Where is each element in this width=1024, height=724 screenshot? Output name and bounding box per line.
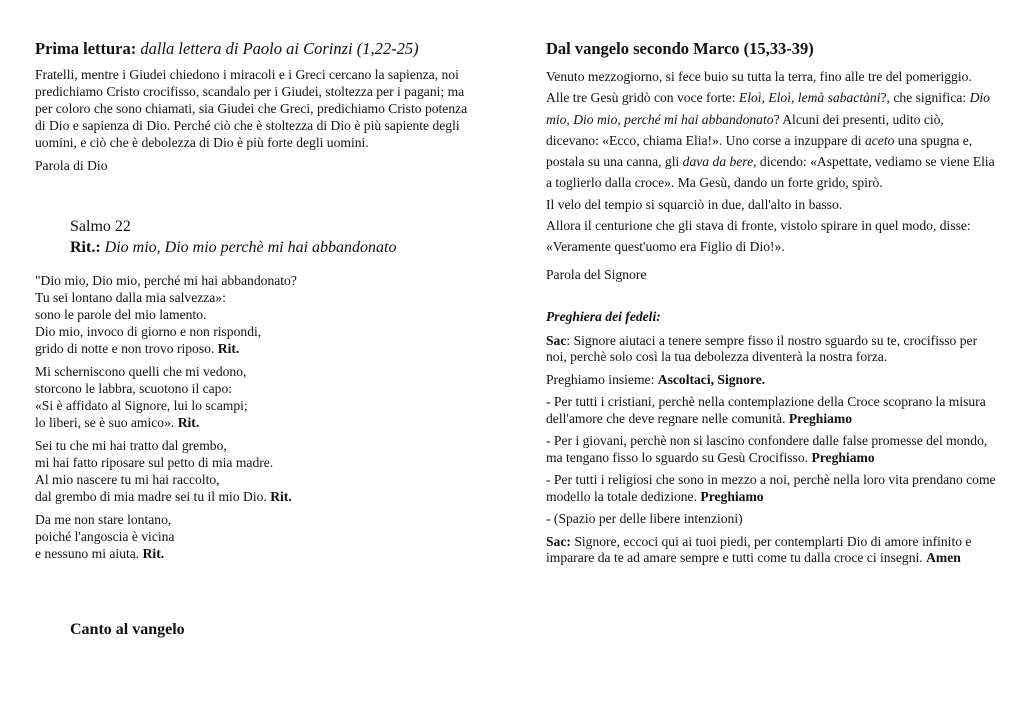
vangelo-paragraph: Allora il centurione che gli stava di fronte, vistolo spirare in quel modo, disse: «Veramente quest'uomo era Figlio di Dio!». xyxy=(546,218,971,255)
intenzione-response: Preghiamo xyxy=(788,410,853,426)
strofa xyxy=(35,363,475,431)
intenzione xyxy=(546,472,996,505)
strofa xyxy=(35,272,475,357)
salmo-rit xyxy=(70,237,396,258)
vangelo-text: Venuto mezzogiorno, si fece buio su tutta la terra, fino alle tre del pomeriggio. Alle tre Gesù gridò con voce forte: xyxy=(546,69,972,106)
vangelo-text: ?, che significa: xyxy=(880,90,970,106)
intenzione-text: - Per i giovani, perchè non si lascino confondere dalle false promesse del mondo, ma tengano fisso lo sguardo su Gesù Crocifisso. xyxy=(546,433,988,465)
salmo-title: Salmo 22 xyxy=(70,218,131,235)
strofa-text: Mi scherniscono quelli che mi vedono, storcono le labbra, scuotono il capo: «Si è affidato al Signore, lui lo scampi; lo liberi, se è suo amico». xyxy=(35,364,248,430)
intenzione-response: Preghiamo xyxy=(811,449,875,465)
lettura-text: Fratelli, mentre i Giudei chiedono i miracoli e i Greci cercano la sapienza, noi predichiamo Cristo crocifisso, scandalo per i Giudei, stoltezza per i pagani; ma per coloro che sono chiamati, sia Giudei che Greci, predichiamo Cristo potenza di Dio e sapienza di Dio. Perché ciò che è stoltezza di Dio è più sapiente degli uomini, e ciò che è debolezza di Dio è più forte degli uomini. xyxy=(35,67,468,150)
intenzione xyxy=(546,433,996,466)
strofa xyxy=(35,437,475,505)
preghiamo-insieme xyxy=(546,372,996,389)
vangelo-italic: Eloì, Eloì, lemà sabactàni xyxy=(738,90,881,106)
rit-label: Rit.: xyxy=(70,239,101,256)
intenzione-text: - Per tutti i religiosi che sono in mezzo a noi, perchè nella loro vita prendano come modello la totale dedizione. xyxy=(546,472,996,504)
sac-final-text: Signore, eccoci qui ai tuoi piedi, per contemplarti Dio di amore infinito e imparare da te ad amare sempre e tutti come tu dalla croce ci insegni. xyxy=(546,533,972,566)
vangelo-heading: Dal vangelo secondo Marco (15,33-39) xyxy=(546,39,814,58)
vangelo-text: ? Alcuni dei presenti, udito ciò, dicevano: «Ecco, chiama Elia!». Uno corse a inzuppare di xyxy=(546,111,944,148)
strofa-text: Da me non stare lontano, poiché l'angoscia è vicina e nessuno mi aiuta. xyxy=(35,512,175,561)
lettura-closing: Parola di Dio xyxy=(35,158,108,173)
prima-lettura-heading xyxy=(35,38,475,60)
insieme-response: Ascoltaci, Signore. xyxy=(657,371,766,387)
sac-label: Sac xyxy=(546,332,567,348)
vangelo-paragraph xyxy=(546,66,996,194)
strofa-rit: Rit. xyxy=(177,415,200,430)
lettura-label: Prima lettura: xyxy=(35,39,137,58)
sac-final-label: Sac: xyxy=(546,533,571,549)
salmo-heading xyxy=(70,216,396,258)
intenzione xyxy=(546,394,996,427)
strofa-rit: Rit. xyxy=(270,489,292,504)
strofa-rit: Rit. xyxy=(217,341,240,356)
vangelo-italic: aceto xyxy=(864,132,895,148)
right-column xyxy=(546,38,996,573)
strofa-rit: Rit. xyxy=(142,546,165,561)
vangelo-text: , dicendo: «Aspettate, vediamo se viene Elia a toglierlo dalla croce». Ma Gesù, dando un forte grido, spirò. xyxy=(546,154,995,191)
lettura-source: dalla lettera di Paolo ai Corinzi (1,22-25) xyxy=(140,39,419,58)
sac-intro-text: : Signore aiutaci a tenere sempre fisso il nostro sguardo su te, crocifisso per noi, perchè solo così la tua debolezza diventerà la nostra forza. xyxy=(546,332,978,365)
intenzione-response: Preghiamo xyxy=(700,488,764,504)
vangelo-closing: Parola del Signore xyxy=(546,266,647,282)
sac-intro xyxy=(546,333,996,366)
vangelo-italic: dava da bere xyxy=(682,154,754,170)
rit-text: Dio mio, Dio mio perchè mi hai abbandonato xyxy=(104,239,397,256)
sac-final xyxy=(546,534,996,567)
strofa-text: Sei tu che mi hai tratto dal grembo, mi hai fatto riposare sul petto di mia madre. Al mio nascere tu mi hai raccolto, dal grembo di mia madre sei tu il mio Dio. xyxy=(35,438,274,504)
insieme-text: Preghiamo insieme: xyxy=(546,371,658,387)
amen: Amen xyxy=(926,550,961,566)
vangelo-text: una spugna e, postala su una canna, gli xyxy=(546,132,973,170)
left-column xyxy=(35,38,475,174)
salmo-strofe xyxy=(35,272,475,568)
preghiera-heading: Preghiera dei fedeli: xyxy=(546,308,661,324)
vangelo-italic: Dio mio, Dio mio, perché mi hai abbandonato xyxy=(546,90,990,127)
vangelo-paragraph: Il velo del tempio si squarciò in due, dall'alto in basso. xyxy=(546,196,843,212)
strofa-text: "Dio mio, Dio mio, perché mi hai abbandonato? Tu sei lontano dalla mia salvezza»: sono le parole del mio lamento. Dio mio, invoco di giorno e non rispondi, grido di notte e non trovo riposo. xyxy=(35,273,297,356)
intenzione-text: - Per tutti i cristiani, perchè nella contemplazione della Croce scoprano la misura dell'amore che deve regnare nelle comunità. xyxy=(546,394,986,426)
spazio-intenzioni: - (Spazio per delle libere intenzioni) xyxy=(546,511,743,527)
canto-al-vangelo-heading: Canto al vangelo xyxy=(70,621,185,638)
strofa xyxy=(35,511,475,562)
